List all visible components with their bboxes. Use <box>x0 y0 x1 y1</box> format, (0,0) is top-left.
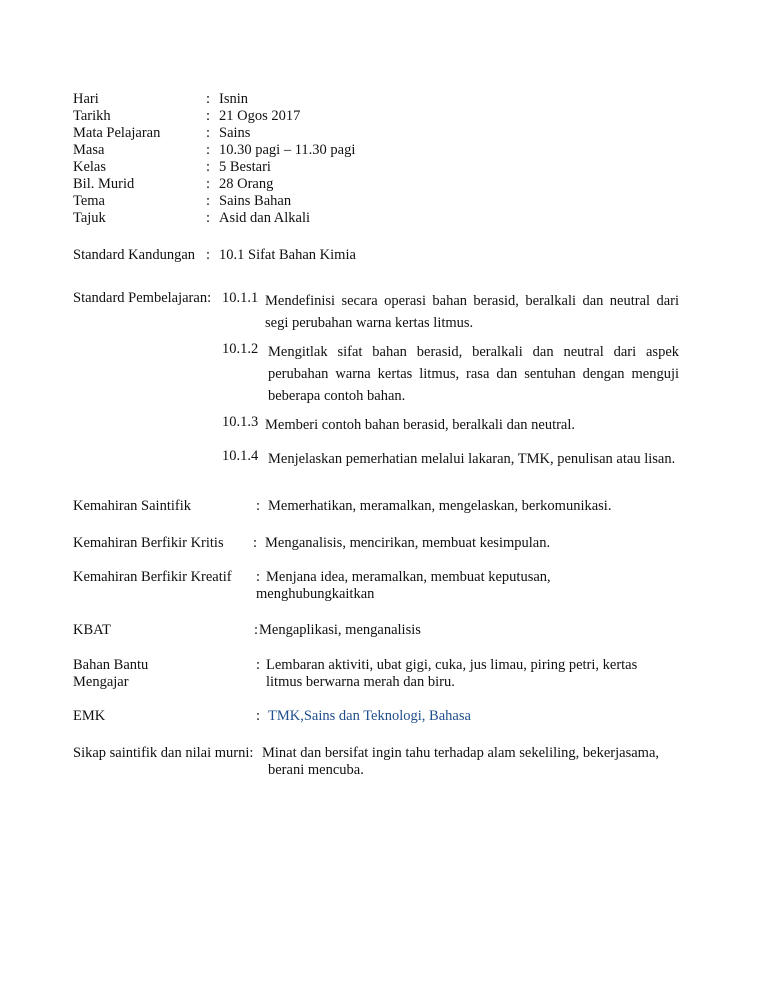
field-value: 10.30 pagi – 11.30 pagi <box>219 142 356 158</box>
field-label-line1: Bahan Bantu <box>73 657 149 673</box>
field-label: Kemahiran Berfikir Kritis <box>73 535 224 551</box>
colon: : <box>256 708 261 724</box>
field-value: 10.1 Sifat Bahan Kimia <box>219 247 356 263</box>
field-value-line1: Menjana idea, meramalkan, membuat keputusan, <box>266 569 551 585</box>
field-label: EMK <box>73 708 106 724</box>
field-value: Sains <box>219 125 251 141</box>
field-value-line2: litmus berwarna merah dan biru. <box>266 674 455 690</box>
field-value: 28 Orang <box>219 176 274 192</box>
sp-text-content: Mengitlak sifat bahan berasid, beralkali dan neutral dari aspek perubahan warna kertas litmus, rasa dan sentuhan dengan menguji beberapa contoh bahan. <box>268 344 679 404</box>
section-label: Standard Pembelajaran: <box>73 290 212 306</box>
field-label: Kelas <box>73 159 107 175</box>
field-value: Memerhatikan, meramalkan, mengelaskan, berkomunikasi. <box>268 498 612 514</box>
field-label: Standard Kandungan <box>73 247 196 263</box>
sp-text <box>265 414 679 436</box>
colon: : <box>206 142 211 158</box>
sp-text-content: Menjelaskan pemerhatian melalui lakaran, TMK, penulisan atau lisan. <box>268 451 676 467</box>
colon: : <box>206 108 211 124</box>
field-value: 5 Bestari <box>219 159 271 175</box>
field-value-line1: Lembaran aktiviti, ubat gigi, cuka, jus limau, piring petri, kertas <box>266 657 638 673</box>
field-value: Asid dan Alkali <box>219 210 311 226</box>
field-value-line2: berani mencuba. <box>268 762 364 778</box>
colon: : <box>254 622 259 638</box>
field-label: Hari <box>73 91 99 107</box>
sp-code: 10.1.3 <box>222 414 259 430</box>
sp-code: 10.1.4 <box>222 448 259 464</box>
field-label: Tema <box>73 193 105 209</box>
field-label: Sikap saintifik dan nilai murni: <box>73 745 254 761</box>
field-label: Masa <box>73 142 105 158</box>
colon: : <box>206 159 211 175</box>
field-label: Tajuk <box>73 210 106 226</box>
sp-text <box>265 290 679 334</box>
field-value: 21 Ogos 2017 <box>219 108 301 124</box>
sp-text-content: Memberi contoh bahan berasid, beralkali dan neutral. <box>265 417 576 433</box>
field-value: Isnin <box>219 91 248 107</box>
field-label: Kemahiran Berfikir Kreatif <box>73 569 232 585</box>
field-value: Sains Bahan <box>219 193 292 209</box>
field-value: Mengaplikasi, menganalisis <box>259 622 421 638</box>
colon: : <box>256 569 261 585</box>
field-value: TMK,Sains dan Teknologi, Bahasa <box>268 708 471 724</box>
sp-text-content: Mendefinisi secara operasi bahan berasid, beralkali dan neutral dari segi perubahan warna kertas litmus. <box>265 293 679 331</box>
colon: : <box>206 125 211 141</box>
field-label: Bil. Murid <box>73 176 135 192</box>
field-label-line2: Mengajar <box>73 674 129 690</box>
field-value-line1: Minat dan bersifat ingin tahu terhadap alam sekeliling, bekerjasama, <box>262 745 660 761</box>
sp-text <box>268 341 679 407</box>
colon: : <box>206 210 211 226</box>
field-value: Menganalisis, mencirikan, membuat kesimpulan. <box>265 535 551 551</box>
colon: : <box>206 91 211 107</box>
colon: : <box>206 247 211 263</box>
colon: : <box>256 657 261 673</box>
colon: : <box>206 176 211 192</box>
sp-code: 10.1.1 <box>222 290 259 306</box>
field-value-line2: menghubungkaitkan <box>256 586 375 602</box>
sp-code: 10.1.2 <box>222 341 259 357</box>
field-label: Mata Pelajaran <box>73 125 161 141</box>
colon: : <box>256 498 261 514</box>
sp-text <box>268 448 679 470</box>
colon: : <box>206 193 211 209</box>
field-label: Tarikh <box>73 108 111 124</box>
field-label: Kemahiran Saintifik <box>73 498 191 514</box>
field-label: KBAT <box>73 622 111 638</box>
colon: : <box>253 535 258 551</box>
